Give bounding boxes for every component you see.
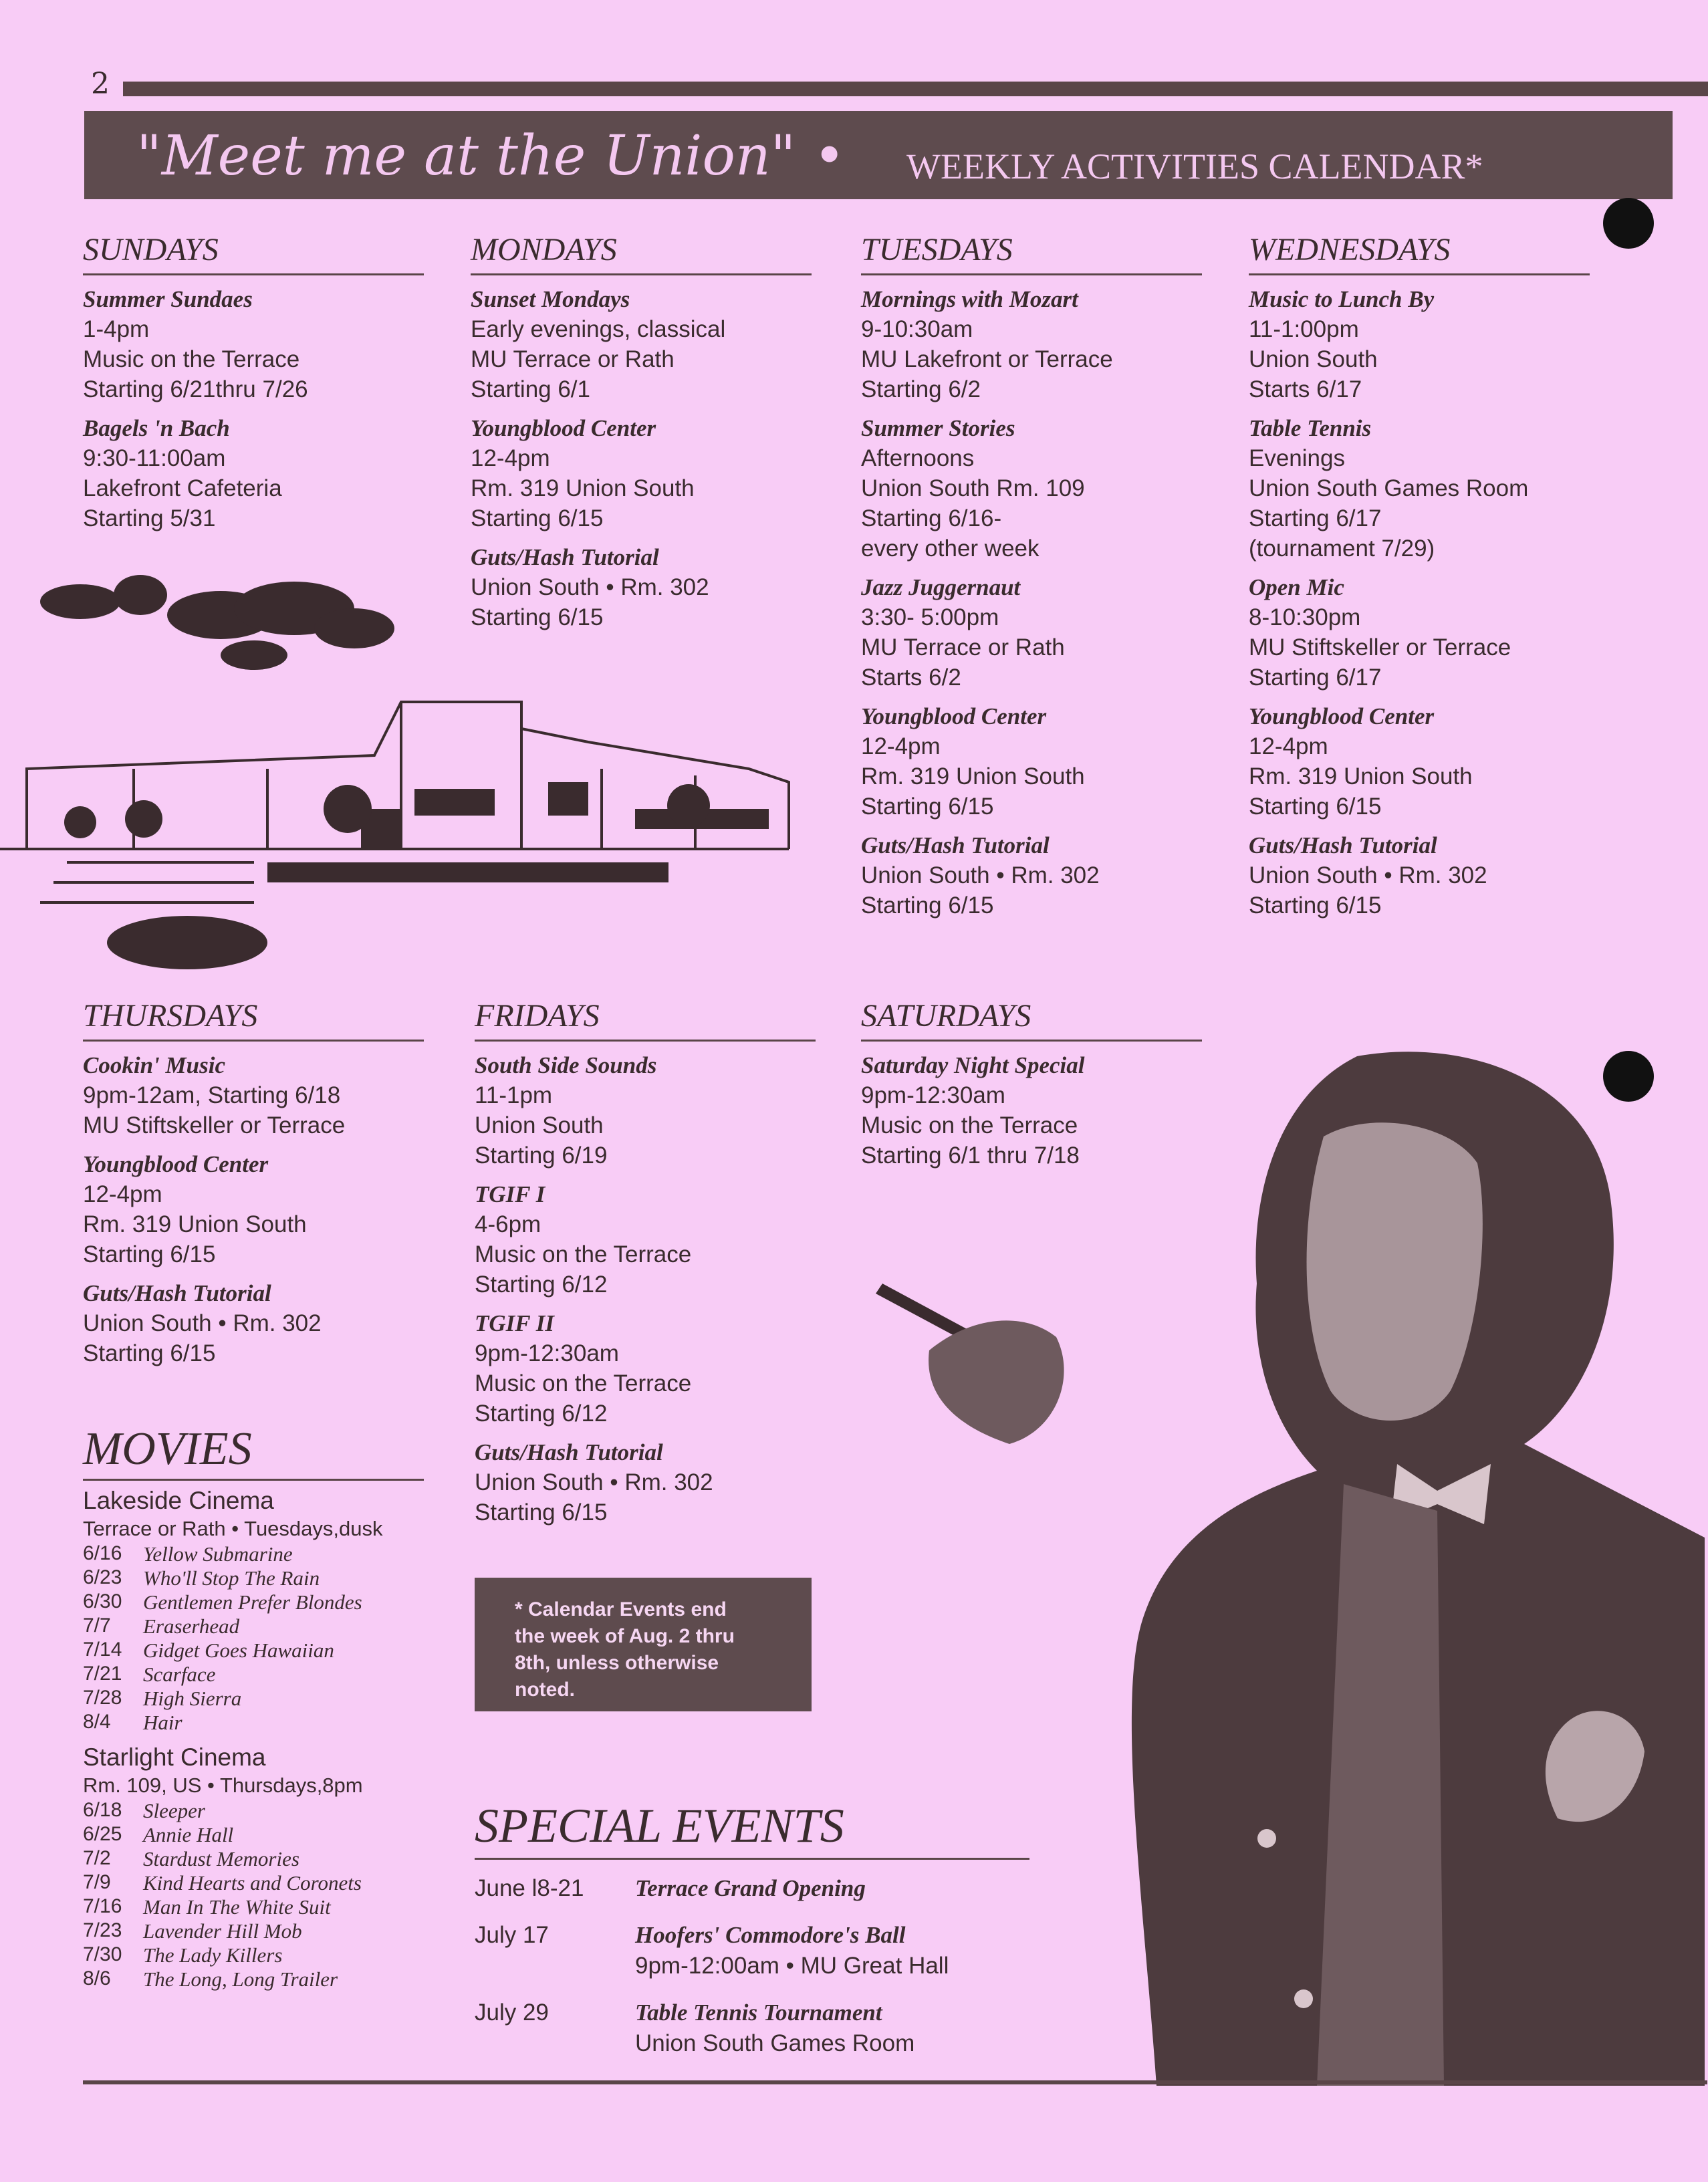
film-title: Hair — [143, 1711, 182, 1734]
event-detail: 3:30- 5:00pm — [861, 604, 999, 630]
event-detail: Starting 6/17 — [1249, 664, 1382, 691]
film-row — [83, 1847, 424, 1871]
film-title: Man In The White Suit — [143, 1895, 331, 1919]
event-detail: Rm. 319 Union South — [1249, 763, 1473, 790]
event-detail: Starting 6/15 — [83, 1241, 216, 1267]
event-name: Cookin' Music — [83, 1052, 225, 1078]
event-item — [1249, 414, 1590, 564]
event-item — [83, 1150, 424, 1269]
film-date: 7/14 — [83, 1639, 122, 1661]
event-detail: 9:30-11:00am — [83, 445, 226, 471]
event-detail: Union South • Rm. 302 — [1249, 862, 1487, 888]
day-heading: THURSDAYS — [83, 997, 424, 1042]
event-name: Open Mic — [1249, 574, 1344, 600]
event-detail: Starting 6/21thru 7/26 — [83, 376, 308, 402]
event-detail: Union South — [1249, 346, 1378, 372]
film-title: Sleeper — [143, 1799, 205, 1822]
event-detail: Union South • Rm. 302 — [861, 862, 1100, 888]
event-detail: Starting 6/15 — [1249, 794, 1382, 820]
cinema-name: Starlight Cinema — [83, 1743, 266, 1771]
event-detail: 12-4pm — [861, 733, 941, 759]
film-date: 8/4 — [83, 1711, 111, 1733]
film-row — [83, 1542, 424, 1566]
film-title: The Long, Long Trailer — [143, 1967, 338, 1991]
event-item — [475, 1051, 816, 1171]
event-detail: Starting 6/1 — [471, 376, 590, 402]
film-date: 6/25 — [83, 1823, 122, 1845]
cinema-name: Lakeside Cinema — [83, 1487, 274, 1514]
event-name: Youngblood Center — [83, 1151, 269, 1177]
event-name: South Side Sounds — [475, 1052, 657, 1078]
calendar-note-box — [475, 1578, 812, 1711]
event-item — [861, 831, 1202, 921]
event-detail: 9pm-12am, Starting 6/18 — [83, 1082, 341, 1108]
day-heading: SUNDAYS — [83, 231, 424, 275]
event-item — [1249, 285, 1590, 404]
film-date: 6/23 — [83, 1566, 122, 1588]
film-date: 7/21 — [83, 1663, 122, 1685]
event-detail: Starting 6/15 — [1249, 892, 1382, 919]
event-detail: Starts 6/2 — [861, 664, 961, 691]
event-detail: 11-1:00pm — [1249, 316, 1359, 342]
event-detail: Starting 6/2 — [861, 376, 981, 402]
special-event-info — [635, 1920, 949, 1981]
event-detail: 12-4pm — [471, 445, 550, 471]
film-date: 7/2 — [83, 1847, 111, 1869]
film-date: 8/6 — [83, 1967, 111, 1989]
event-detail: Starting 6/17 — [1249, 505, 1382, 531]
event-detail: Rm. 319 Union South — [83, 1211, 307, 1237]
event-detail: MU Stiftskeller or Terrace — [83, 1112, 346, 1138]
event-name: Jazz Juggernaut — [861, 574, 1021, 600]
film-row — [83, 1687, 424, 1711]
film-row — [83, 1919, 424, 1943]
film-row — [83, 1895, 424, 1919]
event-detail: Union South • Rm. 302 — [471, 574, 709, 600]
day-heading: WEDNESDAYS — [1249, 231, 1590, 275]
event-detail: Starting 6/15 — [861, 794, 994, 820]
event-detail: MU Terrace or Rath — [861, 634, 1065, 660]
event-detail: MU Terrace or Rath — [471, 346, 675, 372]
film-row — [83, 1614, 424, 1639]
film-title: Lavender Hill Mob — [143, 1919, 302, 1943]
film-title: Annie Hall — [143, 1823, 234, 1846]
film-date: 7/9 — [83, 1871, 111, 1893]
film-row — [83, 1943, 424, 1967]
event-name: Mornings with Mozart — [861, 286, 1078, 312]
day-fridays — [475, 997, 816, 1537]
event-item — [1249, 831, 1590, 921]
film-title: Kind Hearts and Coronets — [143, 1871, 362, 1895]
event-name: TGIF II — [475, 1310, 554, 1336]
event-item — [475, 1438, 816, 1528]
film-date: 7/16 — [83, 1895, 122, 1917]
film-row — [83, 1967, 424, 1991]
film-title: Gentlemen Prefer Blondes — [143, 1590, 362, 1614]
event-name: Sunset Mondays — [471, 286, 630, 312]
event-detail: 12-4pm — [83, 1181, 162, 1207]
film-row — [83, 1566, 424, 1590]
day-heading: TUESDAYS — [861, 231, 1202, 275]
special-event-info — [635, 1873, 866, 1904]
film-title: Yellow Submarine — [143, 1542, 293, 1566]
event-detail: Starting 6/15 — [471, 505, 604, 531]
event-item — [471, 285, 812, 404]
event-name: Guts/Hash Tutorial — [471, 544, 659, 570]
special-event-detail: Union South Games Room — [635, 2030, 915, 2056]
special-event-detail: 9pm-12:00am • MU Great Hall — [635, 1953, 949, 1979]
event-detail: every other week — [861, 535, 1040, 562]
film-row — [83, 1639, 424, 1663]
binder-hole — [1603, 198, 1654, 249]
movies-heading: MOVIES — [83, 1423, 424, 1481]
bottom-rule — [83, 2080, 1707, 2084]
cinema-block — [83, 1743, 424, 1991]
event-detail: Starting 6/15 — [861, 892, 994, 919]
event-name: Table Tennis — [1249, 415, 1372, 441]
event-detail: 8-10:30pm — [1249, 604, 1361, 630]
event-name: Music to Lunch By — [1249, 286, 1435, 312]
event-detail: MU Lakefront or Terrace — [861, 346, 1113, 372]
event-detail: Union South Games Room — [1249, 475, 1529, 501]
event-detail: Union South Rm. 109 — [861, 475, 1085, 501]
film-row — [83, 1799, 424, 1823]
event-detail: Starting 6/12 — [475, 1401, 608, 1427]
day-tuesdays — [861, 231, 1202, 930]
day-heading: MONDAYS — [471, 231, 812, 275]
event-detail: Music on the Terrace — [475, 1241, 692, 1267]
event-detail: Union South • Rm. 302 — [83, 1310, 322, 1336]
event-detail: Starts 6/17 — [1249, 376, 1362, 402]
film-title: High Sierra — [143, 1687, 242, 1710]
movies-section — [83, 1423, 424, 1991]
special-events-heading: SPECIAL EVENTS — [475, 1798, 1029, 1860]
film-title: Eraserhead — [143, 1614, 240, 1638]
film-date: 7/28 — [83, 1687, 122, 1709]
film-row — [83, 1823, 424, 1847]
event-detail: Starting 6/19 — [475, 1142, 608, 1169]
event-name: Summer Stories — [861, 415, 1015, 441]
event-name: Bagels 'n Bach — [83, 415, 230, 441]
special-event-title: Table Tennis Tournament — [635, 1999, 882, 2026]
special-event-date: July 29 — [475, 1999, 549, 2026]
film-date: 7/23 — [83, 1919, 122, 1941]
special-event-info — [635, 1997, 914, 2059]
note-line: noted. — [515, 1679, 575, 1701]
film-row — [83, 1711, 424, 1735]
note-line: 8th, unless otherwise — [515, 1652, 719, 1674]
event-detail: Union South — [475, 1112, 604, 1138]
special-event-row — [475, 1873, 1029, 1904]
event-detail: Starting 6/12 — [475, 1271, 608, 1298]
event-detail: Starting 6/16- — [861, 505, 1002, 531]
event-item — [475, 1309, 816, 1429]
event-detail: 12-4pm — [1249, 733, 1328, 759]
event-item — [1249, 573, 1590, 693]
cinema-info: Rm. 109, US • Thursdays,8pm — [83, 1774, 363, 1797]
day-heading: FRIDAYS — [475, 997, 816, 1042]
film-title: Who'll Stop The Rain — [143, 1566, 320, 1590]
header-subtitle: WEEKLY ACTIVITIES CALENDAR* — [906, 146, 1483, 187]
event-detail: MU Stiftskeller or Terrace — [1249, 634, 1511, 660]
event-name: TGIF I — [475, 1181, 545, 1207]
header-title: "Meet me at the Union" • — [136, 124, 846, 188]
event-item — [861, 702, 1202, 822]
film-title: Stardust Memories — [143, 1847, 299, 1870]
event-item — [475, 1180, 816, 1300]
event-detail: Music on the Terrace — [475, 1370, 692, 1397]
film-row — [83, 1663, 424, 1687]
special-events-list — [475, 1873, 1029, 2059]
event-name: Saturday Night Special — [861, 1052, 1085, 1078]
event-detail: Music on the Terrace — [861, 1112, 1078, 1138]
day-sundays — [83, 231, 424, 543]
day-heading: SATURDAYS — [861, 997, 1202, 1042]
event-detail: 9pm-12:30am — [475, 1340, 619, 1366]
film-date: 6/18 — [83, 1799, 122, 1821]
event-detail: Afternoons — [861, 445, 975, 471]
cinema-list — [83, 1486, 424, 1991]
event-item — [83, 1051, 424, 1140]
event-detail: Starting 5/31 — [83, 505, 216, 531]
day-wednesdays — [1249, 231, 1590, 930]
event-detail: 4-6pm — [475, 1211, 541, 1237]
film-date: 7/7 — [83, 1614, 111, 1636]
event-name: Youngblood Center — [861, 703, 1047, 729]
film-date: 6/16 — [83, 1542, 122, 1564]
event-detail: Rm. 319 Union South — [861, 763, 1085, 790]
event-detail: Starting 6/15 — [471, 604, 604, 630]
note-line: the week of Aug. 2 thru — [515, 1625, 735, 1647]
film-row — [83, 1871, 424, 1895]
special-event-row — [475, 1997, 1029, 2059]
event-name: Guts/Hash Tutorial — [1249, 832, 1437, 858]
event-detail: (tournament 7/29) — [1249, 535, 1435, 562]
event-name: Summer Sundaes — [83, 286, 253, 312]
film-title: Gidget Goes Hawaiian — [143, 1639, 334, 1662]
event-name: Youngblood Center — [1249, 703, 1435, 729]
event-detail: 1-4pm — [83, 316, 150, 342]
film-title: The Lady Killers — [143, 1943, 283, 1967]
event-item — [471, 414, 812, 533]
event-detail: 11-1pm — [475, 1082, 553, 1108]
top-rule — [123, 82, 1708, 96]
film-title: Scarface — [143, 1663, 216, 1686]
event-detail: Rm. 319 Union South — [471, 475, 695, 501]
special-event-date: July 17 — [475, 1922, 549, 1948]
film-date: 6/30 — [83, 1590, 122, 1612]
event-detail: Starting 6/1 thru 7/18 — [861, 1142, 1080, 1169]
header-banner — [84, 111, 1673, 199]
event-detail: Lakefront Cafeteria — [83, 475, 282, 501]
film-date: 7/30 — [83, 1943, 122, 1965]
event-detail: Union South • Rm. 302 — [475, 1469, 713, 1495]
event-item — [861, 414, 1202, 564]
special-event-row — [475, 1920, 1029, 1981]
event-detail: 9-10:30am — [861, 316, 973, 342]
special-event-title: Terrace Grand Opening — [635, 1875, 866, 1901]
event-item — [861, 285, 1202, 404]
event-item — [83, 1279, 424, 1368]
event-item — [83, 285, 424, 404]
event-item — [1249, 702, 1590, 822]
cinema-info: Terrace or Rath • Tuesdays,dusk — [83, 1517, 383, 1540]
event-item — [83, 414, 424, 533]
note-line: * Calendar Events end — [515, 1598, 727, 1620]
event-detail: Starting 6/15 — [475, 1499, 608, 1526]
event-detail: Evenings — [1249, 445, 1345, 471]
film-row — [83, 1590, 424, 1614]
event-name: Guts/Hash Tutorial — [861, 832, 1050, 858]
cinema-block — [83, 1486, 424, 1735]
event-detail: Early evenings, classical — [471, 316, 726, 342]
union-south-building-illustration — [0, 568, 816, 983]
event-name: Guts/Hash Tutorial — [83, 1280, 271, 1306]
event-detail: Starting 6/15 — [83, 1340, 216, 1366]
special-events-section — [475, 1798, 1029, 2075]
event-detail: Music on the Terrace — [83, 346, 300, 372]
special-event-title: Hoofers' Commodore's Ball — [635, 1922, 906, 1948]
event-detail: 9pm-12:30am — [861, 1082, 1005, 1108]
day-thursdays — [83, 997, 424, 1378]
event-name: Guts/Hash Tutorial — [475, 1439, 663, 1465]
event-name: Youngblood Center — [471, 415, 656, 441]
page-number: 2 — [91, 67, 110, 101]
special-event-date: June l8-21 — [475, 1875, 584, 1901]
event-item — [861, 573, 1202, 693]
